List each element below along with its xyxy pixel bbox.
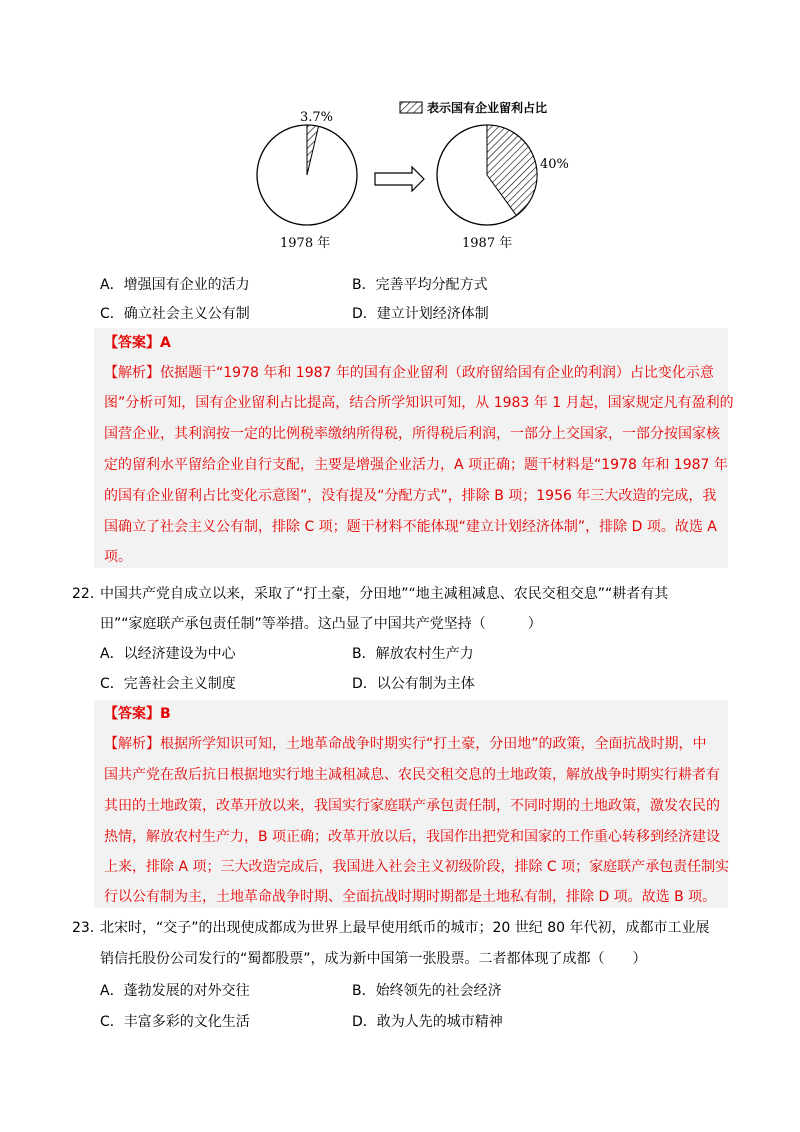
q21-analysis-line: 图”分析可知，国有企业留利占比提高，结合所学知识可知，从 1983 年 1 月起，国家规定凡有盈利的 [104,395,734,411]
q21-answer: 【答案】A [104,335,171,351]
legend-swatch [400,102,422,113]
q21-analysis-line: 国确立了社会主义公有制，排除 C 项；题干材料不能体现“建立计划经济体制”，排除 D 项。故选 A [104,519,717,535]
q23-stem-line: 销信托股份公司发行的“蜀都股票”，成为新中国第一张股票。二者都体现了成都（ ） [100,951,647,967]
q21-option-c[interactable]: C．确立社会主义公有制 [100,306,250,322]
q22-analysis-line: 上来，排除 A 项；三大改造完成后，我国进入社会主义初级阶段，排除 C 项；家庭联产承包责任制实 [104,859,730,875]
q22-option-b[interactable]: B．解放农村生产力 [352,646,474,662]
pie-comparison-figure [240,95,590,255]
q21-option-b[interactable]: B．完善平均分配方式 [352,277,488,293]
pie-1978-year-label: 1978 年 [280,236,331,251]
q22-analysis-line: 国共产党在敌后抗日根据地实行地主减租减息、农民交租交息的土地政策，解放战争时期实行耕者有 [104,767,720,783]
q22-stem-line: 中国共产党自成立以来，采取了“打土豪，分田地”“地主减租减息、农民交租交息”“耕者有其 [100,586,669,602]
q23-option-a[interactable]: A．蓬勃发展的对外交往 [100,983,250,999]
q23-option-d[interactable]: D．敢为人先的城市精神 [352,1014,503,1030]
q21-analysis-line: 的国有企业留利占比变化示意图”，没有提及“分配方式”，排除 B 项；1956 年三大改造的完成，我 [104,488,717,504]
q22-option-a[interactable]: A．以经济建设为中心 [100,646,236,662]
arrow-icon [375,167,424,191]
q22-option-d[interactable]: D．以公有制为主体 [352,676,475,692]
q21-option-a[interactable]: A．增强国有企业的活力 [100,277,250,293]
q22-analysis-line: 【解析】根据所学知识可知，土地革命战争时期实行“打土豪，分田地”的政策，全面抗战时期，中 [104,736,707,752]
q23-stem-line: 北宋时，“交子”的出现使成都成为世界上最早使用纸币的城市；20 世纪 80 年代初，成都市工业展 [100,920,710,936]
pie-1978-share-label: 3.7% [300,110,334,125]
q23-option-c[interactable]: C．丰富多彩的文化生活 [100,1014,250,1030]
q21-analysis-line: 定的留利水平留给企业自行支配，主要是增强企业活力，A 项正确；题干材料是“1978 年和 1987 年 [104,457,728,473]
pie-1987-year-label: 1987 年 [462,236,513,251]
q23-option-b[interactable]: B．始终领先的社会经济 [352,983,502,999]
q21-analysis-line: 【解析】依据题干“1978 年和 1987 年的国有企业留利（政府留给国有企业的利润）占比变化示意 [104,365,714,381]
q22-number: 22． [72,586,104,602]
q22-analysis-line: 热情，解放农村生产力，B 项正确；改革开放以后，我国作出把党和国家的工作重心转移到经济建设 [104,829,721,845]
q22-analysis-line: 其田的土地政策，改革开放以来，我国实行家庭联产承包责任制，不同时期的土地政策，激发农民的 [104,798,720,814]
q21-option-d[interactable]: D．建立计划经济体制 [352,306,489,322]
q22-stem-line: 田”“家庭联产承包责任制”等举措。这凸显了中国共产党坚持（ ） [100,616,542,632]
pie-1987-share-label: 40% [540,157,569,172]
legend-label: 表示国有企业留利占比 [427,101,548,115]
q23-number: 23． [72,920,104,936]
q22-answer: 【答案】B [104,706,171,722]
q21-analysis-line: 项。 [104,549,132,565]
q22-option-c[interactable]: C．完善社会主义制度 [100,676,236,692]
q22-analysis-line: 行以公有制为主，土地革命战争时期、全面抗战时期时期都是土地私有制，排除 D 项。故选 B 项。 [104,889,717,905]
q21-analysis-line: 国营企业，其利润按一定的比例税率缴纳所得税，所得税后利润，一部分上交国家，一部分按国家核 [104,426,720,442]
